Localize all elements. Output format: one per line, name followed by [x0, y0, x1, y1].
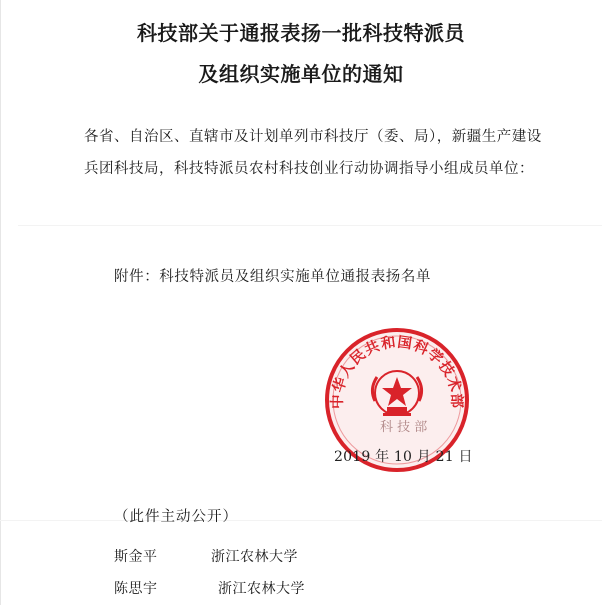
addressee-paragraph: 各省、自治区、直辖市及计划单列市科技厅（委、局），新疆生产建设兵团科技局，科技特派员农村科技创业行动协调指导小组成员单位：	[84, 129, 542, 177]
seal-text: 中华人民共和国科学技术部	[329, 334, 465, 410]
person-name: 斯金平	[114, 549, 158, 565]
document-date: 2019 年 10 月 21 日	[334, 449, 473, 465]
list-item	[114, 578, 305, 598]
public-release-note: （此件主动公开）	[114, 509, 238, 525]
person-name: 陈思宇	[114, 581, 158, 597]
person-organization: 浙江农林大学	[217, 581, 305, 597]
document-title-line-2: 及组织实施单位的通知	[198, 62, 404, 86]
list-item	[114, 546, 298, 566]
person-organization: 浙江农林大学	[210, 549, 298, 565]
section-divider	[0, 520, 602, 521]
svg-text:科 技 部: 科 技 部	[380, 420, 428, 435]
page-left-edge	[0, 0, 1, 605]
document-title-line-1: 科技部关于通报表扬一批科技特派员	[137, 21, 465, 45]
page-break-divider	[18, 225, 602, 226]
attachment-line: 附件：科技特派员及组织实施单位通报表扬名单	[114, 269, 432, 285]
